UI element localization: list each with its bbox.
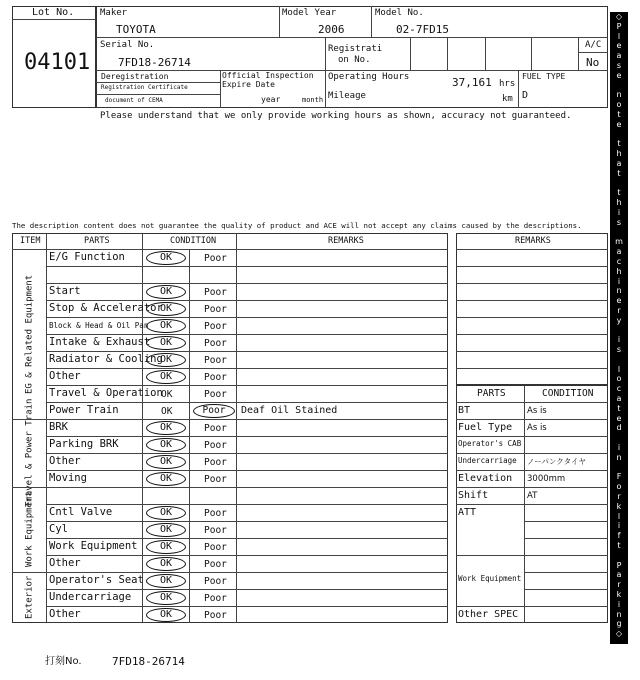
ok-mark-circled: OK (146, 370, 186, 384)
spec-part-label: Operator's CAB (458, 439, 522, 448)
right-row-rule (456, 317, 608, 318)
side-notice-char: i (617, 276, 621, 286)
part-label: Work Equipment (49, 540, 138, 552)
spec-cond-value: AT (527, 491, 538, 501)
poor-option: Poor (204, 525, 227, 536)
right-row-rule (456, 368, 608, 369)
right-row-rule (456, 249, 608, 250)
row-rule (46, 351, 448, 352)
registration-certificate-label: Registration Certificate (101, 84, 188, 91)
side-notice-char: k (616, 590, 622, 600)
side-notice-char: a (616, 394, 622, 404)
row-rule (46, 555, 448, 556)
part-label: E/G Function (49, 251, 125, 263)
row-rule (46, 266, 448, 267)
poor-option: Poor (204, 253, 227, 264)
spec-condition-header: CONDITION (542, 388, 594, 399)
spec-part-label: Undercarriage (458, 456, 517, 465)
right-remarks-header: REMARKS (515, 236, 551, 246)
part-label: Parking BRK (49, 438, 119, 450)
ok-mark-circled: OK (146, 608, 186, 622)
part-label: Power Train (49, 404, 119, 416)
poor-option: Poor (204, 559, 227, 570)
side-notice-char (610, 433, 628, 443)
serial-no-value: 7FD18-26714 (118, 56, 191, 69)
operating-hours-value: 37,161 (452, 76, 492, 89)
side-notice-char: t (617, 403, 621, 413)
ok-mark-circled: OK (146, 353, 186, 367)
ok-option: OK (161, 389, 173, 400)
ok-mark-circled: OK (146, 506, 186, 520)
section-label: Work Equipment (24, 491, 35, 568)
part-label: Other (49, 370, 81, 382)
side-notice-char: i (617, 521, 621, 531)
side-notice-char: F (616, 472, 622, 482)
ok-mark-circled: OK (146, 455, 186, 469)
spec-cond-value: As is (527, 423, 547, 433)
side-notice-char: o (616, 482, 622, 492)
poor-option: Poor (204, 287, 227, 298)
header-item: ITEM (20, 236, 41, 246)
ok-option: OK (161, 406, 173, 417)
side-notice-char (610, 81, 628, 91)
part-label: Stop & Accelerator (49, 302, 163, 314)
side-notice-char: l (617, 364, 621, 374)
side-notice-char: n (616, 452, 622, 462)
part-label: Cyl (49, 523, 68, 535)
deregistration-label: Deregistration (101, 72, 169, 81)
ok-mark-circled: OK (146, 336, 186, 350)
spec-row-rule (456, 487, 608, 488)
side-notice-char: e (616, 296, 622, 306)
spec-part-label: ATT (458, 507, 477, 518)
right-row-rule (456, 300, 608, 301)
side-notice-char: a (616, 570, 622, 580)
spec-part-label: BT (458, 405, 471, 416)
side-notice-char: y (616, 315, 622, 325)
registration-label-2: on No. (338, 55, 371, 65)
official-inspection-label-1: Official Inspection (222, 71, 314, 80)
part-label: Operator's Seat (49, 574, 144, 586)
right-frame (456, 233, 608, 385)
part-label: Block & Head & Oil Pan (49, 321, 149, 330)
ok-mark-circled: OK (146, 472, 186, 486)
km-unit: km (502, 94, 513, 104)
registration-label-1: Registrati (328, 44, 383, 54)
side-notice-char (610, 326, 628, 336)
side-notice (610, 12, 628, 644)
section-label: EG & Related Equipment (24, 274, 35, 394)
row-rule (46, 402, 448, 403)
spec-row-rule (456, 606, 608, 607)
model-year-value: 2006 (318, 23, 345, 36)
disclaimer: The description content does not guarantee the quality of product and ACE will not accept any claims caused by the descriptions. (12, 221, 582, 230)
side-notice-char: t (617, 541, 621, 551)
spec-sub-rule (524, 572, 608, 573)
spec-row-rule (456, 555, 608, 556)
side-notice-char: o (616, 374, 622, 384)
spec-part-label: Shift (458, 490, 489, 501)
hrs-unit: hrs (499, 79, 516, 89)
poor-option: Poor (204, 440, 227, 451)
side-notice-char: t (617, 188, 621, 198)
spec-row-rule (456, 504, 608, 505)
col-rule (236, 233, 237, 623)
part-label: Moving (49, 472, 87, 484)
side-notice-char: o (616, 100, 622, 110)
row-rule (46, 470, 448, 471)
row-rule (46, 538, 448, 539)
poor-option: Poor (204, 593, 227, 604)
spec-row-rule (456, 470, 608, 471)
side-notice-char: h (616, 149, 622, 159)
side-notice-char: ◇ (615, 629, 623, 639)
spec-row-rule (456, 453, 608, 454)
side-notice-char: i (617, 443, 621, 453)
hours-notice: Please understand that we only provide working hours as shown, accuracy not guaranteed. (100, 111, 572, 121)
poor-option: Poor (204, 457, 227, 468)
side-notice-char: k (616, 501, 622, 511)
side-notice-char: e (616, 41, 622, 51)
spec-part-label: Other SPEC (458, 609, 519, 620)
row-rule (46, 385, 448, 386)
side-notice-char: s (616, 345, 622, 355)
side-notice-char: ◇ (615, 12, 623, 21)
ac-value: No (586, 56, 600, 69)
ok-mark-circled: OK (146, 302, 186, 316)
side-notice-char: r (617, 580, 621, 590)
side-notice-char: i (617, 335, 621, 345)
side-notice-char: e (616, 70, 622, 80)
month-label: month (302, 96, 324, 104)
side-notice-char: n (616, 609, 622, 619)
row-rule (46, 300, 448, 301)
section-rule (12, 572, 46, 573)
spec-row-rule (456, 436, 608, 437)
ok-mark-circled: OK (146, 421, 186, 435)
side-notice-char: f (617, 531, 621, 541)
side-notice-char: m (615, 237, 623, 247)
side-notice-char: t (617, 139, 621, 149)
serial-no-label: Serial No. (100, 40, 155, 50)
spec-cond-value: ノーパンクタイヤ (527, 457, 586, 466)
operating-hours-label: Operating Hours (328, 72, 410, 82)
row-rule (46, 589, 448, 590)
part-label: Other (49, 557, 81, 569)
part-label: Radiator & Cooling (49, 353, 163, 365)
spec-header-rule (456, 402, 608, 403)
lot-no-label: Lot No. (32, 7, 75, 18)
part-label: Intake & Exhaust (49, 336, 151, 348)
row-rule (46, 283, 448, 284)
side-notice-char (610, 228, 628, 238)
side-notice-char: a (616, 158, 622, 168)
right-row-rule (456, 266, 608, 267)
side-notice-char: n (616, 90, 622, 100)
row-rule (46, 317, 448, 318)
side-notice-char (610, 463, 628, 473)
document-cema-label: document of CEMA (105, 97, 163, 104)
side-notice-char (610, 179, 628, 189)
section-rule (12, 487, 46, 488)
side-notice-char: s (616, 60, 622, 70)
side-notice-char: l (617, 511, 621, 521)
remarks-text: Deaf Oil Stained (241, 405, 338, 416)
header-remarks: REMARKS (328, 236, 364, 246)
part-label: Undercarriage (49, 591, 132, 603)
section-label: Exterior (24, 575, 35, 620)
fuel-type-label: FUEL TYPE (522, 72, 566, 81)
spec-part-label: Work Equipment (458, 574, 522, 583)
spec-part-label: Fuel Type (458, 422, 513, 433)
side-notice-char: a (616, 51, 622, 61)
side-notice-char: a (616, 247, 622, 257)
footer-value: 7FD18-26714 (112, 655, 185, 668)
footer-label: 打刻No. (45, 656, 82, 667)
poor-option: Poor (204, 372, 227, 383)
poor-option: Poor (204, 321, 227, 332)
ok-mark-circled: OK (146, 540, 186, 554)
mileage-label: Mileage (328, 91, 366, 101)
side-notice-char (610, 130, 628, 140)
side-notice-char: g (616, 619, 622, 629)
side-notice-char (610, 551, 628, 561)
side-notice-char: t (617, 168, 621, 178)
fuel-type-value: D (522, 90, 529, 101)
right-row-rule (456, 334, 608, 335)
side-notice-char: e (616, 413, 622, 423)
section-label: Travel & Power Train (24, 398, 35, 508)
part-label: Cntl Valve (49, 506, 113, 518)
ok-mark-circled: OK (146, 438, 186, 452)
year-label: year (261, 95, 281, 104)
header-parts: PARTS (84, 236, 110, 246)
poor-option: Poor (204, 610, 227, 621)
header-rule (12, 249, 448, 250)
ok-mark-circled: OK (146, 523, 186, 537)
ok-mark-circled: OK (146, 319, 186, 333)
side-notice-char: P (616, 21, 622, 31)
row-rule (46, 487, 448, 488)
ok-mark-circled: OK (146, 285, 186, 299)
part-label: Travel & Operation (49, 387, 163, 399)
side-notice-char (610, 355, 628, 365)
side-notice-char: i (617, 599, 621, 609)
poor-option: Poor (204, 542, 227, 553)
side-notice-char: i (617, 207, 621, 217)
poor-option: Poor (204, 576, 227, 587)
row-rule (46, 504, 448, 505)
row-rule (46, 606, 448, 607)
side-notice-char: s (616, 217, 622, 227)
side-notice-char: h (616, 198, 622, 208)
spec-part-label: Elevation (458, 473, 513, 484)
poor-option: Poor (204, 338, 227, 349)
poor-option: Poor (204, 423, 227, 434)
row-rule (46, 453, 448, 454)
col-rule (142, 233, 143, 623)
spec-cond-value: 3000mm (527, 474, 566, 484)
official-inspection-label-2: Expire Date (222, 80, 275, 89)
right-row-rule (456, 351, 608, 352)
side-notice-char: h (616, 266, 622, 276)
ok-mark-circled: OK (146, 591, 186, 605)
ok-mark-circled: OK (146, 574, 186, 588)
spec-row-rule (456, 419, 608, 420)
ok-mark-circled: OK (146, 251, 186, 265)
side-notice-char: d (616, 423, 622, 433)
side-notice-char: c (616, 384, 622, 394)
row-rule (46, 436, 448, 437)
side-notice-char: n (616, 286, 622, 296)
side-notice-char: t (617, 109, 621, 119)
model-year-label: Model Year (282, 8, 337, 18)
row-rule (46, 334, 448, 335)
ac-label: A/C (585, 40, 602, 50)
spec-sub-rule (524, 521, 608, 522)
side-notice-char: r (617, 305, 621, 315)
part-label: Other (49, 455, 81, 467)
poor-mark-circled: Poor (193, 404, 235, 418)
header-condition: CONDITION (170, 236, 217, 246)
poor-option: Poor (204, 474, 227, 485)
spec-sub-rule (524, 589, 608, 590)
poor-option: Poor (204, 304, 227, 315)
part-label: Start (49, 285, 81, 297)
right-row-rule (456, 283, 608, 284)
spec-cond-value: As is (527, 406, 547, 416)
side-notice-char: P (616, 560, 622, 570)
side-notice-char: r (617, 492, 621, 502)
poor-option: Poor (204, 508, 227, 519)
row-rule (46, 572, 448, 573)
maker-label: Maker (100, 8, 128, 18)
side-notice-char: l (617, 31, 621, 41)
row-rule (46, 368, 448, 369)
poor-option: Poor (204, 389, 227, 400)
ok-mark-circled: OK (146, 557, 186, 571)
part-label: Other (49, 608, 81, 620)
lot-no-value: 04101 (24, 50, 91, 75)
poor-option: Poor (204, 355, 227, 366)
row-rule (46, 419, 448, 420)
spec-sub-rule (524, 538, 608, 539)
col-rule (46, 233, 47, 623)
side-notice-char: c (616, 256, 622, 266)
side-notice-char: e (616, 119, 622, 129)
row-rule (46, 521, 448, 522)
model-no-value: 02-7FD15 (396, 23, 449, 36)
spec-parts-header: PARTS (477, 388, 506, 399)
model-no-label: Model No. (375, 8, 424, 18)
part-label: BRK (49, 421, 68, 433)
maker-value: TOYOTA (116, 23, 156, 36)
